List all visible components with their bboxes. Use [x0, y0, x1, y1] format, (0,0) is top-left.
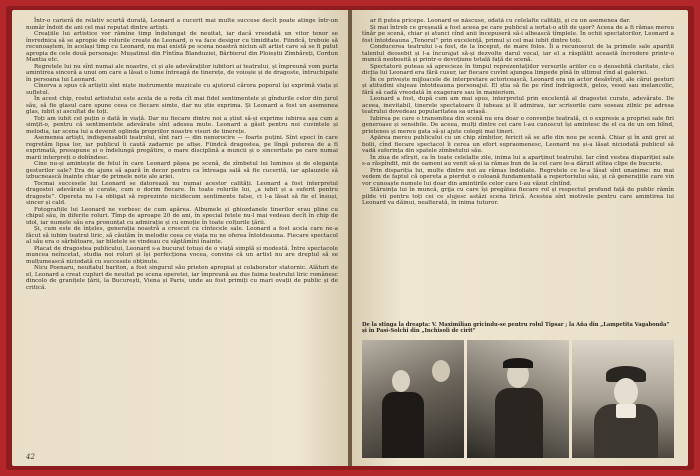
- paragraph: Și, cum este de înțeles, generația noastră a crescut cu cîntecele sale. Leonard a fost acela care ne-a făcut să iubim teatrul liric, să căutăm în melodie ceea ce viața nu ne oferea întotdeauna. Fiecare spectacol al său era o sărbătoare, iar biletele se vindeau cu săptămîni înainte.: [26, 226, 338, 245]
- left-page: [12, 10, 348, 466]
- photo-middle: [467, 340, 569, 458]
- photo-caption: De la stînga la dreapta: V. Maximilian gricindu-se pentru rolul Tipsar ; la Aña din „Lampetita Vagabonda” și în Pasi-Solchi din „Inchisoli de cirit”: [362, 322, 670, 335]
- paragraph: Conducerea teatrului i-a fost, de la început, de mare folos. Îi a recunoscut de la primele sale apariții talentul deosebit și l-a încurajat să-și dezvolte darul vocal, iar el a răsplătit această încredere printr-o muncă neobosită și printr-o devoțiune totală față de scenă.: [362, 44, 674, 63]
- paragraph: În ce privește mijloacele de interpretare actoricească, Leonard era un actor desăvîrșit, ale cărui gesturi și atitudini slujeau întotdeauna personajul. El știa să fie pe rînd îndrăgostit, gelos, vesel sau melancolic, fără să cadă vreodată în exagerare sau în manierism.: [362, 76, 674, 96]
- paragraph: Iubirea pe care o transmitea din scenă nu era doar o convenție teatrală, ci o expresie a propriei sale firi generoase și sensibile. De aceea, mulți dintre cei care l-au cunoscut își amintesc de el ca de un om blînd, prietenos și mereu gata să-și ajute colegii mai tineri.: [362, 115, 674, 135]
- left-page-text: [26, 18, 338, 291]
- right-page-text: [362, 18, 674, 318]
- paragraph: Creațiile lui artistice vor rămîne timp îndelungat de neuitat, iar dacă vreodată un vitor tenor se învrednica să se apropie de rolurile create de Leonard, o va face desigur cu timiditate. Fiindcă, trebuie să recunoaștem, în același timp cu Leonard, nu mai există pe scena noastră niciun alt artist care să se fi putut apropia de cele două personaje: Mușatinul din Fîntîna Blanduziei, Bărbierul din Ploieștii Zîmbăreți, Cordun Mantia etc.: [26, 31, 338, 63]
- paragraph: Stăruința lui în muncă, grija cu care își pregătea fiecare rol și respectul profund față de public rămîn pilde vii pentru toți cei ce slujesc astăzi scena lirică. Acestea sînt motivele pentru care amintirea lui Leonard va dăinui, nealterată, în inima tuturor.: [362, 187, 674, 206]
- page-number: 42: [26, 453, 35, 461]
- paragraph: Prin dispariția lui, multe dintre noi au rămas îndoliate. Regretele ce le-a lăsat sînt unanime: nu mai vedem de faptul că opereta a pierdut o coloană fundamentală a repertoriului său, și că generațiile care vin vor cunoaște numele lui doar din amintirile celor care l-au văzut cîntînd.: [362, 167, 674, 187]
- book-cover: [6, 6, 694, 470]
- paragraph: Nicu Poenaru, neuitatul bariton, a fost singurul său prieten apropiat și colaborator statornic. Alături de el, Leonard a creat cupluri de neuitat pe scena operetei, iar împreună au dus faima teatrului liric românesc dincolo de granițele țării, la București, Viena și Paris, unde au fost primiți cu mari ovații de public și de critică.: [26, 265, 338, 291]
- paragraph: Fotografiile lui Leonard ne vorbesc de cum apărea. Albumele și ghiozdanele tinerilor erau pline cu chipul său, în diferite roluri. Tîmp de aproape 20 de ani, în special fetele nu-l mai vedeau decît în chip de idol, iar numele său era pronunțat cu admirație și cu emoție în toate colțurile țării.: [26, 206, 338, 226]
- paragraph: Cine nu-și amintește de felul în care Leonard pășea pe scenă, de zîmbetul lui luminos și de eleganța gesturilor sale? Era de ajuns să apară în decor pentru ca întreaga sală să fie cucerită, iar aplauzele să izbucnească înainte chiar de primele note ale ariei.: [26, 161, 338, 180]
- paragraph: Placat de dragostea publicului, Leonard s-a bucurat totuși de o viață simplă și modestă. Între spectacole muncea neîncetat, studia noi roluri și își perfecționa vocea, convins că un artist nu are dreptul să se mulțumească niciodată cu succesele obținute.: [26, 245, 338, 265]
- paragraph: ar fi putea pricepe. Leonard se născuse, odată cu celelalte calități, și cu un asemenea dar.: [370, 18, 631, 24]
- paragraph: Într-o carieră de relativ scurtă durată, Leonard a cucerit mai multe succese decît poate atinge într-un număr îndoit de ani cel mai reputat dintre artiști.: [26, 18, 338, 31]
- photo-strip: [362, 340, 674, 458]
- paragraph: Și mai întreb ce greșeală a fost aceea pe care publicul a iertat-o atît de ușor? Aceea de a fi rămas mereu tînăr pe scenă, chiar și atunci cînd anii începuseră să-i albească tîmplele. În ochii spectatorilor, Leonard a fost întotdeauna „Tenorul” prin excelență, primul și cel mai iubit dintre toți.: [362, 24, 674, 44]
- paragraph: Toți am iubit cel puțin o dată în viață. Dar nu fiecare dintre noi a știut să-și exprime iubirea așa cum a simțit-o, pentru că sentimentele adevărate sînt adesea mute. Leonard a găsit pentru noi cuvintele și melodia, iar scena lui a devenit oglinda propriilor noastre visuri de tinerețe.: [26, 115, 338, 135]
- photo-left: [362, 340, 464, 458]
- paragraph: Tocmai succesele lui Leonard se datorează nu numai acestor calități. Leonard a fost interpretul dragostei adevărate și curate, cum o dorim fiecare. În toate rolurile lui, „a iubit și a suferit pentru dragoste”. Opereta nu l-a obligat să reprezinte nicidecum sentimente false, ci l-a lăsat să fie el însuși, sincer și cald.: [26, 180, 338, 206]
- paragraph: Asemenea artiști, indispensabili teatrului, sînt rari — din nenorocire — foarte puțini. Sînt epoci în care regretăm lipsa lor, iar publicul îi caută zadarnic pe afișe. Fiindcă dragostea, pe lîngă puterea de a fi exprimată, presupune și o îndelungă pregătire, o mare disciplină a muncii și o sinceritate pe care numai marii interpreți o dobîndesc.: [26, 135, 338, 161]
- paragraph: Cînerva a spus că artiștii sînt niște instrumente muzicale cu ajutorul cărora poporul își exprimă viața și sufletul.: [26, 83, 338, 96]
- paragraph: Regretele lui nu sînt numai ale noastre, ci și ale adevăraților iubitori ai teatrului, și împreună vom purta amintirea sinceră a unui om care a lăsat o lume întreagă de tinerețe, de voioșie și de dragoste, întruchipate în persoana lui Leonard.: [26, 63, 338, 83]
- paragraph: În ziua de sfîrșit, ca în toate celelalte zile, inima lui a aparținut teatrului. Iar cînd vestea dispariției sale s-a răspîndit, mii de oameni au venit să-și ia rămas bun de la cel care le-a dăruit atîtea clipe de bucurie.: [362, 154, 674, 167]
- photo-right: [572, 340, 674, 458]
- paragraph: Spectatorii puteau să aprecieze în timpul reprezentațiilor versurile ariilor cu o deosebită claritate, căci dicția lui Leonard era fără cusur, iar fiecare cuvînt ajungea limpede pînă în ultimul rînd al galeriei.: [362, 63, 674, 76]
- paragraph: Apărea mereu publicului cu un chip zîmbitor, fericit să se afle din nou pe scenă. Chiar și în anii grei ai bolii, cînd fiecare spectacol îi cerea un efort supraomenesc, Leonard nu și-a lăsat niciodată publicul să vadă suferința din spatele zîmbetului său.: [362, 135, 674, 154]
- right-page: [352, 10, 688, 466]
- paragraph: Leonard a fost, după cum am mai spus, interpretul prin excelență al dragostei curate, adevărate. De aceea, inevitabil, tinerele spectatoare îl iubeau și îl admirau, iar scrisorile care soseau zilnic pe adresa teatrului dovedeau popularitatea sa uriașă.: [362, 96, 674, 115]
- paragraph: În acest chip, rostul artistului este acela de a reda cît mai fidel sentimentele și gîndurile celor din jurul său, să fie glasul care spune ceea ce fiecare simte, dar nu știe exprima. Și Leonard a fost un asemenea glas, iubit și ascultat de toți.: [26, 96, 338, 115]
